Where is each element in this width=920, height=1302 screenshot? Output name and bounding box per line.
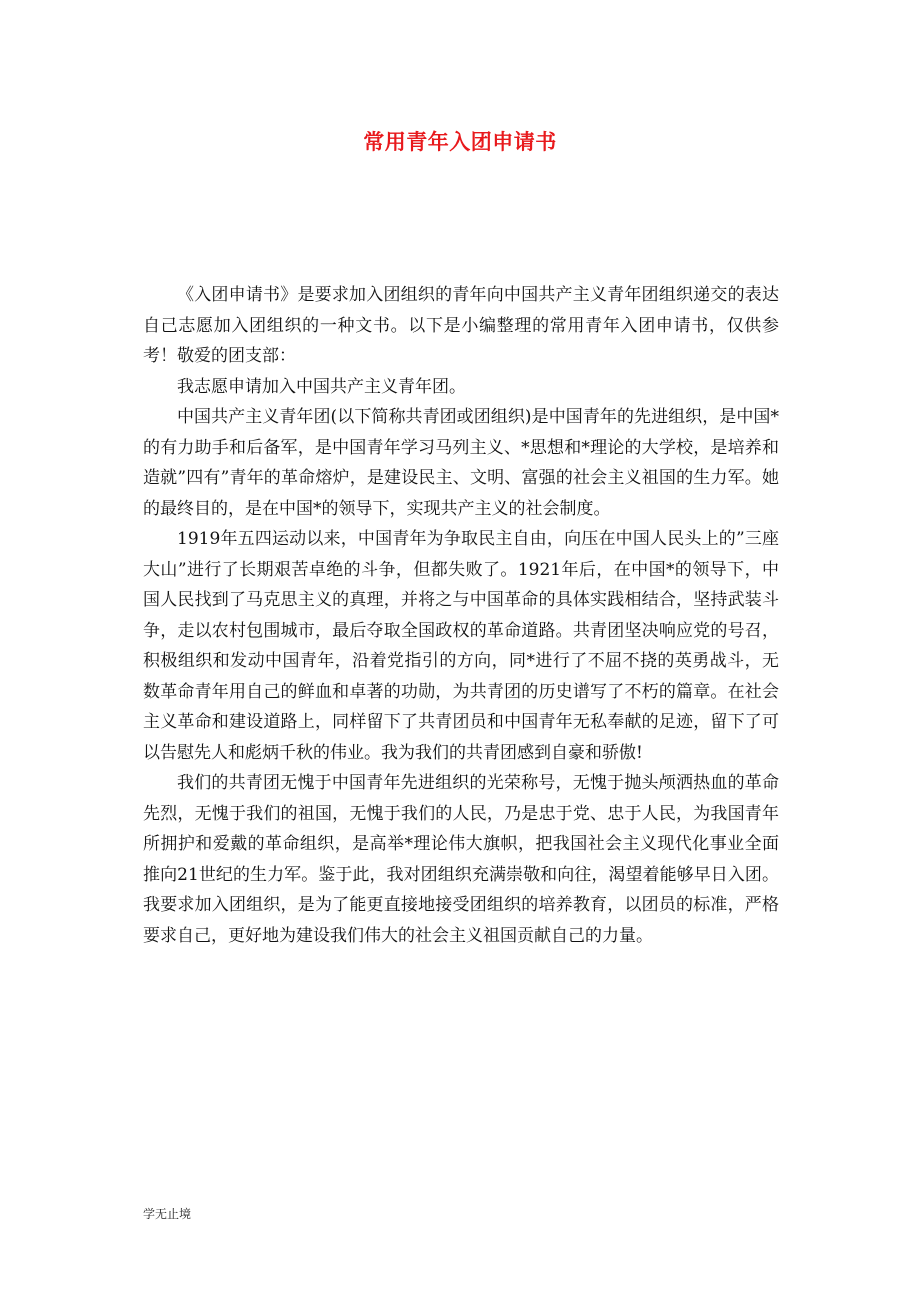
page-title: 常用青年入团申请书 (363, 130, 557, 154)
document-body (143, 280, 779, 951)
paragraph-application: 我志愿申请加入中国共产主义青年团。 (177, 376, 466, 397)
paragraph-league-description: 中国共产主义青年团(以下简称共青团或团组织)是中国青年的先进组织，是中国*的有力助手和后备军，是中国青年学习马列主义、*思想和*理论的大学校，是培养和造就”四有”青年的革命熔炉，是建设民主、文明、富强的社会主义祖国的生力军。她的最终目的，是在中国*的领导下，实现共产主义的社会制度。 (143, 407, 779, 519)
page-footer: 学无止境 (143, 1207, 192, 1221)
paragraph-history: 1919年五四运动以来，中国青年为争取民主自由，向压在中国人民头上的”三座大山”进行了长期艰苦卓绝的斗争，但都失败了。1921年后，在中国*的领导下，中国人民找到了马克思主义的真理，并将之与中国革命的具体实践相结合，坚持武装斗争，走以农村包围城市，最后夺取全国政权的革命道路。共青团坚决响应党的号召，积极组织和发动中国青年，沿着党指引的方向，同*进行了不屈不挠的英勇战斗，无数革命青年用自己的鲜血和卓著的功勋，为共青团的历史谱写了不朽的篇章。在社会主义革命和建设道路上，同样留下了共青团员和中国青年无私奉献的足迹，留下了可以告慰先人和彪炳千秋的伟业。我为我们的共青团感到自豪和骄傲! (143, 529, 779, 763)
paragraph-intro: 《入团申请书》是要求加入团组织的青年向中国共产主义青年团组织递交的表达自己志愿加入团组织的一种文书。以下是小编整理的常用青年入团申请书，仅供参考！敬爱的团支部： (143, 285, 779, 366)
paragraph-motivation: 我们的共青团无愧于中国青年先进组织的光荣称号，无愧于抛头颅洒热血的革命先烈，无愧于我们的祖国，无愧于我们的人民，乃是忠于党、忠于人民，为我国青年所拥护和爱戴的革命组织，是高举*理论伟大旗帜，把我国社会主义现代化事业全面推向21世纪的生力军。鉴于此，我对团组织充满崇敬和向往，渴望着能够早日入团。我要求加入团组织，是为了能更直接地接受团组织的培养教育，以团员的标准，严格要求自己，更好地为建设我们伟大的社会主义祖国贡献自己的力量。 (143, 773, 779, 946)
